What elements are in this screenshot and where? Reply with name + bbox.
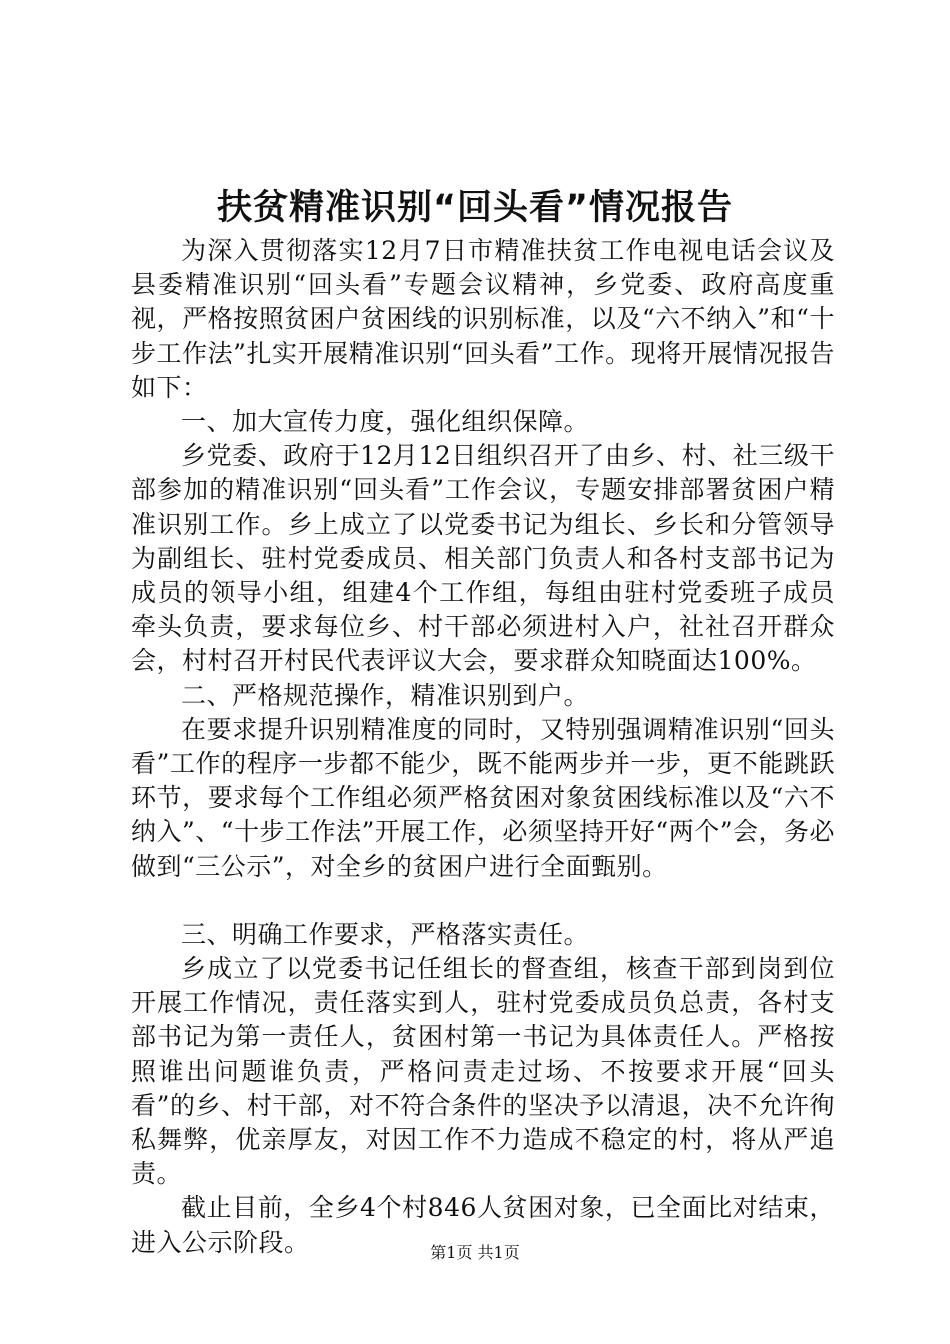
intro-paragraph: 为深入贯彻落实12月7日市精准扶贫工作电视电话会议及县委精准识别“回头看”专题会议精神，乡党委、政府高度重视，严格按照贫困户贫困线的识别标准，以及“六不纳入”和“十步工作法”扎实开展精准识别“回头看”工作。现将开展情况报告如下： xyxy=(131,236,835,402)
paragraph-spacer xyxy=(131,884,835,918)
section-heading-3: 三、明确工作要求，严格落实责任。 xyxy=(181,919,590,949)
section-heading-2: 二、严格规范操作，精准识别到户。 xyxy=(181,680,590,710)
conclusion-paragraph: 截止目前，全乡4个村846人贫困对象，已全面比对结束，进入公示阶段。 xyxy=(131,1193,835,1257)
page-footer: 第1页 共1页 xyxy=(430,1243,520,1262)
section-paragraph-3: 乡成立了以党委书记任组长的督查组，核查干部到岗到位开展工作情况，责任落实到人，驻村党委成员负总责，各村支部书记为第一责任人，贫困村第一书记为具体责任人。严格按照谁出问题谁负责，严格问责走过场、不按要求开展“回头看”的乡、村干部，对不符合条件的坚决予以清退，决不允许徇私舞弊，优亲厚友，对因工作不力造成不稳定的村，将从严追责。 xyxy=(131,954,835,1189)
document-title: 扶贫精准识别“回头看”情况报告 xyxy=(216,188,733,228)
section-paragraph-2: 在要求提升识别精准度的同时，又特别强调精准识别“回头看”工作的程序一步都不能少，既不能两步并一步，更不能跳跃环节，要求每个工作组必须严格贫困对象贫困线标准以及“六不纳入”、“十步工作法”开展工作，必须坚持开好“两个”会，务必做到“三公示”，对全乡的贫困户进行全面甄别。 xyxy=(131,714,835,881)
section-heading-1: 一、加大宣传力度，强化组织保障。 xyxy=(181,407,590,437)
section-paragraph-1: 乡党委、政府于12月12日组织召开了由乡、村、社三级干部参加的精准识别“回头看”工作会议，专题安排部署贫困户精准识别工作。乡上成立了以党委书记为组长、乡长和分管领导为副组长、驻村党委成员、相关部门负责人和各村支部书记为成员的领导小组，组建4个工作组，每组由驻村党委班子成员牵头负责，要求每位乡、村干部必须进村入户，社社召开群众会，村村召开村民代表评议大会，要求群众知晓面达100%。 xyxy=(131,441,835,676)
document-body xyxy=(131,234,835,1260)
